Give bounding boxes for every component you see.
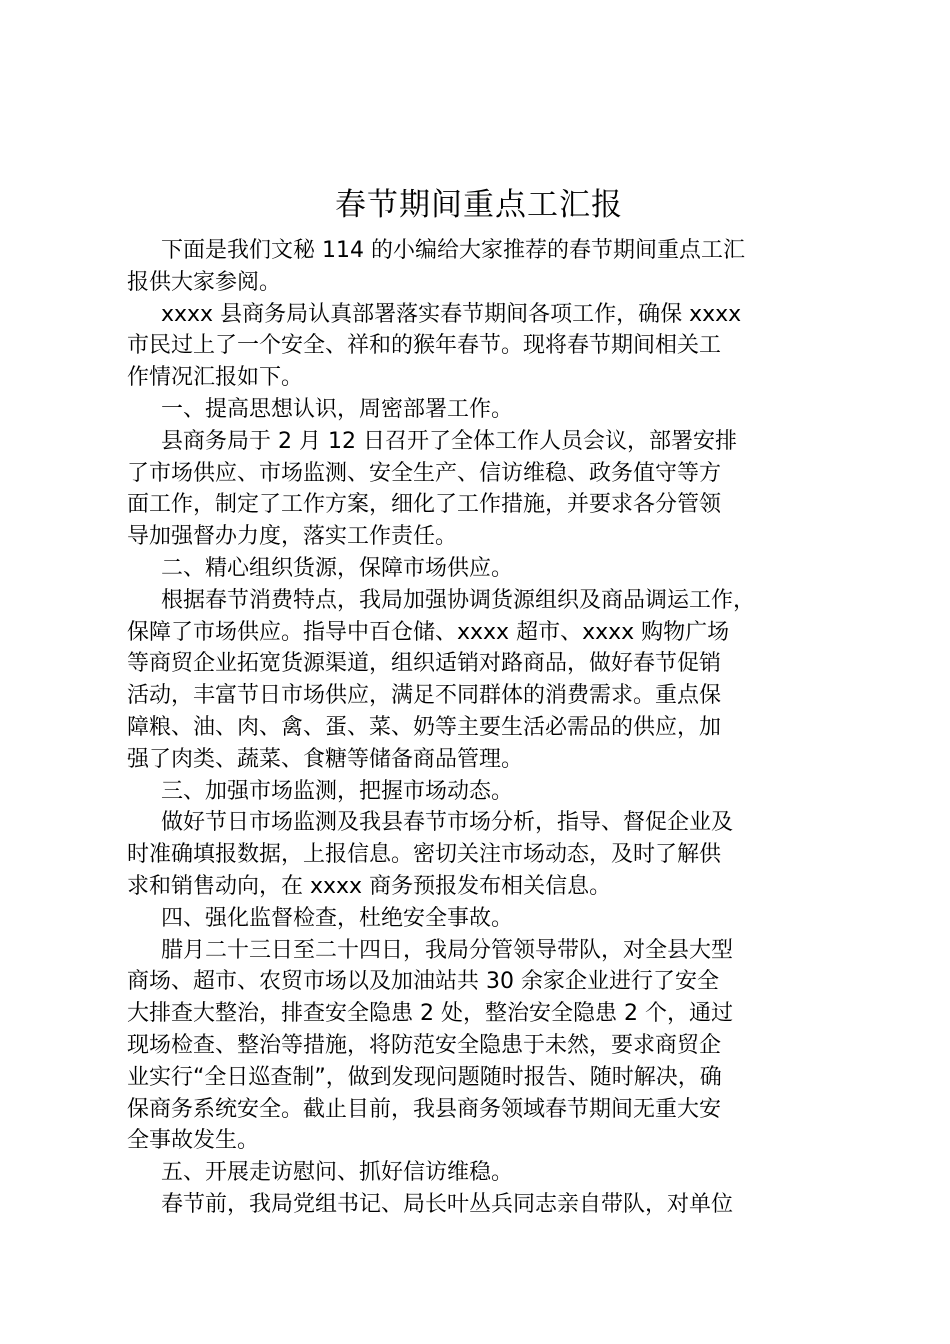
section-heading: 三、加强市场监测，把握市场动态。 [161,778,514,804]
paragraph-line: 障粮、油、肉、禽、蛋、菜、奶等主要生活必需品的供应，加 [127,714,722,740]
section-heading: 二、精心组织货源，保障市场供应。 [161,555,514,581]
paragraph-line: 了市场供应、市场监测、安全生产、信访维稳、政务值守等方 [127,460,722,486]
paragraph-line: 县商务局于 2 月 12 日召开了全体工作人员会议，部署安排 [161,428,737,454]
section-heading: 一、提高思想认识，周密部署工作。 [161,396,514,422]
paragraph-line: 强了肉类、蔬菜、食糖等储备商品管理。 [127,746,524,772]
paragraph-line: 根据春节消费特点，我局加强协调货源组织及商品调运工作， [161,587,756,613]
paragraph-line: 做好节日市场监测及我县春节市场分析，指导、督促企业及 [161,810,734,836]
paragraph-line: 保障了市场供应。指导中百仓储、xxxx 超市、xxxx 购物广场 [127,619,730,645]
paragraph-line: 市民过上了一个安全、祥和的猴年春节。现将春节期间相关工 [127,333,722,359]
paragraph-line: 下面是我们文秘 114 的小编给大家推荐的春节期间重点工汇 [161,238,745,263]
paragraph-line: 保商务系统安全。截止目前，我县商务领域春节期间无重大安 [127,1096,722,1122]
paragraph-line: 业实行“全日巡查制”，做到发现问题随时报告、随时解决，确 [127,1064,722,1090]
paragraph-line: 现场检查、整治等措施，将防范安全隐患于未然，要求商贸企 [127,1032,722,1058]
paragraph-line: 活动，丰富节日市场供应，满足不同群体的消费需求。重点保 [127,683,722,709]
paragraph-line: 求和销售动向，在 xxxx 商务预报发布相关信息。 [127,873,612,899]
section-heading: 五、开展走访慰问、抓好信访维稳。 [161,1160,514,1186]
paragraph-line: 等商贸企业拓宽货源渠道，组织适销对路商品，做好春节促销 [127,651,722,677]
paragraph-line: 时准确填报数据，上报信息。密切关注市场动态，及时了解供 [127,842,722,868]
paragraph-line: 全事故发生。 [127,1128,260,1154]
paragraph-line: 大排查大整治，排查安全隐患 2 处，整治安全隐患 2 个，通过 [127,1001,733,1027]
paragraph-line: 导加强督办力度，落实工作责任。 [127,524,458,550]
paragraph-line: 商场、超市、农贸市场以及加油站共 30 余家企业进行了安全 [127,969,719,995]
paragraph-line: 面工作，制定了工作方案，细化了工作措施，并要求各分管领 [127,492,722,518]
paragraph-line: 作情况汇报如下。 [127,365,304,391]
document-title: 春节期间重点工汇报 [335,187,623,223]
paragraph-line: xxxx 县商务局认真部署落实春节期间各项工作，确保 xxxx [161,301,742,327]
section-heading: 四、强化监督检查，杜绝安全事故。 [161,905,514,931]
paragraph-line: 腊月二十三日至二十四日，我局分管领导带队，对全县大型 [161,937,734,963]
paragraph-line: 报供大家参阅。 [127,269,282,295]
document-body [127,235,827,1221]
paragraph-line: 春节前，我局党组书记、局长叶丛兵同志亲自带队，对单位 [161,1191,734,1217]
